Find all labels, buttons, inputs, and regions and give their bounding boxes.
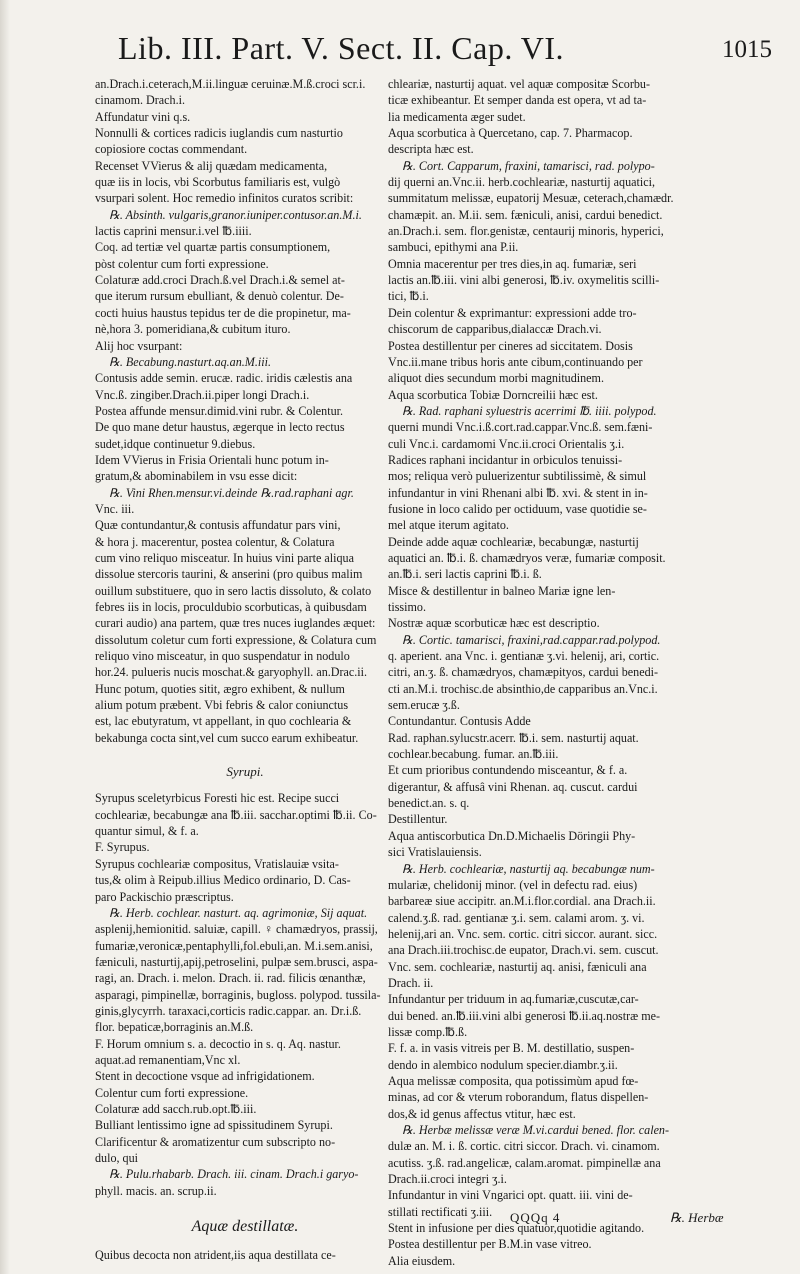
text-line: Hunc potum, quoties sitit, ægro exhibent, & nullum [95,681,345,696]
text-line: citri, an.ʒ. ß. chamædryos, chamæpityos, cardui benedi- [388,665,659,680]
text-line: Nonnulli & cortices radicis iuglandis cum nasturtio [95,126,343,141]
text-line: mulariæ, chelidonij minor. (vel in defectu rad. eius) [388,877,638,892]
text-line: Syrupus cochleariæ compositus, Vratislauiæ vsita- [95,856,339,871]
text-line: Coq. ad tertiæ vel quartæ partis consumptionem, [95,240,331,255]
text-line: dulæ an. M. i. ß. cortic. citri siccor. Drach. vi. cinamom. [388,1139,660,1154]
text-line: F. Syrupus. [95,840,150,855]
text-line: chamæpit. an. M.ii. sem. fæniculi, anisi, cardui benedict. [388,207,663,222]
text-line: Aqua scorbutica Tobiæ Dorncreilii hæc est. [388,387,598,402]
text-line: Clarificentur & aromatizentur cum subscripto no- [95,1134,336,1149]
text-line: phyll. macis. an. scrup.ii. [95,1183,217,1198]
text-line: que iterum rursum ebulliant, & denuò colentur. De- [95,289,344,304]
text-line: tus,& olim à Reipub.illius Medico ordinario, D. Cas- [95,873,351,888]
text-line: Deinde adde aquæ cochleariæ, becabungæ, nasturtij [388,534,639,549]
text-line: lissæ comp.℔.ß. [388,1024,468,1039]
text-line: Colentur cum forti expressione. [95,1085,249,1100]
text-line: Idem VVierus in Frisia Orientali hunc potum in- [95,452,329,467]
text-line: cochleariæ, becabungæ ana ℔.iii. sacchar.optimi ℔.ii. Co- [95,807,377,822]
text-line: Vnc. iii. [95,501,135,516]
text-line: querni mundi Vnc.i.ß.cort.rad.cappar.Vnc.ß. sem.fæni- [388,420,653,435]
text-line: dendo in alembico nodulum specier.diambr.ʒ.ii. [388,1057,618,1072]
text-line: & hora j. macerentur, postea colentur, & Colatura [95,534,335,549]
text-line: hor.24. pulueris nucis moschat.& garyophyll. an.Drac.ii. [95,665,368,680]
text-line: lactis caprini mensur.i.vel ℔.iiii. [95,224,252,239]
text-line: Quæ contundantur,& contusis affundatur pars vini, [95,518,341,533]
text-line: an.Drach.i. sem. flor.genistæ, centaurij minoris, hyperici, [388,224,664,239]
text-line: ℞. Absinth. vulgaris,granor.iuniper.contusor.an.M.i. [109,207,362,222]
text-line: Omnia macerentur per tres dies,in aq. fumariæ, seri [388,256,637,271]
text-line: bekabunga cocta sint,vel cum succo earum exhibeatur. [95,730,359,745]
text-line: Vnc. sem. cochleariæ, nasturtij aq. anisi, fæniculi ana [388,959,647,974]
text-line: barbareæ siue accipitr. an.M.i.flor.cordial. ana Drach.ii. [388,894,656,909]
text-line: F. Horum omnium s. a. decoctio in s. q. Aq. nastur. [95,1036,341,1051]
text-line: alium potum præbent. Vbi febris & calor coniunctus [95,698,349,713]
text-line: Postea destillentur per cineres ad siccitatem. Dosis [388,338,633,353]
text-line: chleariæ, nasturtij aquat. vel aquæ compositæ Scorbu- [388,77,650,91]
text-line: ℞. Pulu.rhabarb. Drach. iii. cinam. Drach.i garyo- [109,1167,359,1182]
right-text-column [388,76,688,1269]
signature-mark: QQQq 4 [510,1210,561,1225]
catchword: ℞. Herbæ [670,1210,724,1225]
text-line: ℞. Rad. raphani syluestris acerrimi ℔. iiii. polypod. [402,403,657,418]
text-line: Affundatur vini q.s. [95,109,191,124]
section-heading: Syrupi. [226,764,264,780]
text-line: Alia eiusdem. [388,1253,456,1268]
text-line: Bulliant lentissimo igne ad spissitudinem Syrupi. [95,1118,333,1133]
page-number: 1015 [722,36,772,63]
text-line: paro Packischio præscriptus. [95,889,234,904]
text-line: tissimo. [388,600,426,614]
text-line: ℞. Herb. cochleariæ, nasturtij aq. becabungæ num- [402,861,655,876]
text-line: cinamom. Drach.i. [95,93,186,108]
text-line: ℞. Vini Rhen.mensur.vi.deinde ℞.rad.raphani agr. [109,485,354,500]
text-line: Vnc.ii.mane tribus horis ante cibum,continuando per [388,354,643,369]
text-line: acutiss. ʒ.ß. rad.angelicæ, calam.aromat. pimpinellæ ana [388,1155,661,1170]
text-line: benedict.an. s. q. [388,796,470,811]
text-line: lactis an.℔.iii. vini albi generosi, ℔.iv. oxymelitis scilli- [388,273,660,288]
text-line: ana Drach.iii.trochisc.de eupator, Drach.vi. sem. cuscut. [388,943,659,958]
text-line: calend.ʒ.ß. rad. gentianæ ʒ.i. sem. calami arom. ʒ. vi. [388,910,645,925]
text-line: quantur simul, & f. a. [95,824,199,839]
text-line: Vnc.ß. zingiber.Drach.ii.piper longi Drach.i. [95,387,310,402]
text-line: infundantur in vini Rhenani albi ℔. xvi. & stent in in- [388,485,648,500]
text-line: culi Vnc.i. cardamomi Vnc.ii.croci Orientalis ʒ.i. [388,436,625,451]
text-line: cti an.M.i. trochisc.de absinthio,de capparibus an.Vnc.i. [388,681,658,696]
text-line: ℞. Cortic. tamarisci, fraxini,rad.cappar.rad.polypod. [402,632,661,647]
text-line: ginis,glycyrrh. taraxaci,corticis radic.cappar. an. Dr.i.ß. [95,1003,362,1018]
text-line: Drach. ii. [388,975,434,990]
page-gutter-shadow [0,0,10,1274]
text-line: Postea destillentur per B.M.in vase vitreo. [388,1237,592,1252]
text-line: tici, ℔.i. [388,289,429,304]
text-line: Alij hoc vsurpant: [95,338,183,353]
text-line: Aqua melissæ composita, qua potissimùm apud fœ- [388,1073,639,1088]
text-line: copiosiore coctas commendant. [95,142,248,157]
text-line: mos; reliqua verò puluerizentur subtilissimè, & simul [388,469,647,484]
text-line: Aqua scorbutica à Quercetano, cap. 7. Pharmacop. [388,126,633,141]
text-line: Destillentur. [388,812,448,827]
text-line: vsurpari solent. Hoc remedio infinitos curatos scribit: [95,191,354,206]
text-line: an.℔.i. seri lactis caprini ℔.i. ß. [388,567,542,582]
text-line: fusione in loco calido per octiduum, vase quotidie se- [388,501,647,516]
text-line: De quo mane detur haustus, ægerque in lecto rectus [95,420,345,435]
text-line: pòst colentur cum forti expressione. [95,256,269,271]
text-line: Drach.ii.croci integri ʒ.i. [388,1172,507,1187]
text-line: dissolutum coletur cum forti expressione, & Colatura cum [95,632,377,647]
text-line: Colaturæ add sacch.rub.opt.℔.iii. [95,1101,257,1116]
text-line: dui bened. an.℔.iii.vini albi generosi ℔.ii.aq.nostræ me- [388,1008,661,1023]
text-line: Stent in infusione per dies quatuor,quotidie agitando. [388,1221,645,1236]
text-line: Colaturæ add.croci Drach.ß.vel Drach.i.& semel at- [95,273,345,288]
text-line: fæniculi, nasturtij,apij,petroselini, pulpæ sem.brusci, aspa- [95,954,378,969]
running-title: Lib. III. Part. V. Sect. II. Cap. VI. [118,30,564,66]
text-line: ticæ exhibeantur. Et semper danda est opera, vt ad ta- [388,93,647,108]
text-line: Contundantur. Contusis Adde [388,714,531,729]
text-line: flor. bepaticæ,borraginis an.M.ß. [95,1020,254,1035]
text-line: est, lac ebutyratum, vt appellant, in quo cochlearia & [95,714,352,729]
text-line: Stent in decoctione vsque ad infrigidationem. [95,1069,315,1084]
text-line: ℞. Becabung.nasturt.aq.an.M.iii. [109,354,272,369]
text-line: ragi, an. Drach. i. melon. Drach. ii. rad. filicis œnanthæ, [95,971,366,986]
text-line: sem.erucæ ʒ.ß. [388,698,460,713]
text-line: Quibus decocta non atrident,iis aqua destillata ce- [95,1248,336,1263]
text-line: mel atque iterum agitato. [388,518,509,533]
text-line: Nostræ aquæ scorbuticæ hæc est descriptio. [388,616,600,631]
text-line: ℞. Cort. Capparum, fraxini, tamarisci, rad. polypo- [402,158,655,173]
text-line: Aqua antiscorbutica Dn.D.Michaelis Döringii Phy- [388,828,636,843]
left-text-column [95,76,395,1264]
text-line: Et cum prioribus contundendo misceantur, & f. a. [388,763,628,778]
text-line: q. aperient. ana Vnc. i. gentianæ ʒ.vi. helenij, ari, cortic. [388,649,660,664]
text-line: Recenset VVierus & alij quædam medicamenta, [95,158,328,173]
text-line: Infundantur per triduum in aq.fumariæ,cuscutæ,car- [388,992,639,1007]
text-line: Rad. raphan.sylucstr.acerr. ℔.i. sem. nasturtij aquat. [388,730,639,745]
text-line: asplenij,hemionitid. saluiæ, capill. ♀ chamædryos, prassij, [95,922,378,937]
text-line: ouillum substituere, quo in sero lactis dissoluto, & colato [95,583,372,598]
text-line: helenij,ari an. Vnc. sem. cortic. citri siccor. aurant. sicc. [388,926,658,941]
text-line: fumariæ,veronicæ,pentaphylli,fol.ebuli,an. M.i.sem.anisi, [95,938,373,953]
text-line: dij querni an.Vnc.ii. herb.cochleariæ, nasturtij aquatici, [388,175,655,190]
text-line: lia medicamenta æger sudet. [388,109,526,124]
text-line: reliquo vino misceatur, in quo suspendatur in nodulo [95,649,350,664]
text-line: ℞. Herb. cochlear. nasturt. aq. agrimoniæ, Sij aquat. [109,905,368,920]
text-line: Misce & destillentur in balneo Mariæ igne len- [388,583,616,598]
text-line: Syrupus sceletyrbicus Foresti hic est. Recipe succi [95,791,340,806]
text-line: minas, ad cor & vterum roborandum, flatus dispellen- [388,1090,649,1105]
text-line: sambuci, epithymi ana P.ii. [388,240,519,255]
text-line: aquat.ad remanentiam,Vnc xl. [95,1052,241,1067]
text-line: chiscorum de capparibus,dialaccæ Drach.vi. [388,322,602,337]
text-line: Infundantur in vini Vngarici opt. quatt. iii. vini de- [388,1188,633,1203]
text-line: asparagi, pimpinellæ, borraginis, bugloss. polypod. tussila- [95,987,381,1002]
text-line: cocti huius haustus tepidus ter de die propinetur, ma- [95,305,351,320]
text-line: stillati rectificati ʒ.iii. [388,1204,493,1219]
text-line: sici Vratislauiensis. [388,845,482,860]
text-line: an.Drach.i.ceterach,M.ii.linguæ ceruinæ.M.ß.croci scr.i. [95,77,366,91]
section-heading: Aquæ destillatæ. [191,1219,299,1236]
text-line: Contusis adde semin. erucæ. radic. iridis cælestis ana [95,371,353,386]
text-line: digerantur, & affusâ vini Rhenan. aq. cuscut. cardui [388,779,638,794]
page-header [80,30,780,80]
text-line: cochlear.becabung. fumar. an.℔.iii. [388,747,559,762]
text-line: summitatum melissæ, eupatorij Mesuæ, ceterach,chamædr. [388,191,674,206]
text-line: aquatici an. ℔.i. ß. chamædryos veræ, fumariæ composit. [388,550,666,565]
text-line: febres iis in locis, proculdubio scorbuticas, à quibusdam [95,600,367,614]
text-line: dos,& id genus affectus vtitur, hæc est. [388,1106,576,1121]
text-line: nè,hora 3. pomeridiana,& cubitum ituro. [95,322,291,337]
text-line: ℞. Herbæ melissæ veræ M.vi.cardui bened. flor. calen- [402,1123,670,1137]
text-line: quæ iis in locis, vbi Scorbutus familiaris est, vulgò [95,175,341,190]
text-line: cum vino reliquo misceatur. In huius vini parte aliqua [95,550,354,565]
text-line: Dein colentur & exprimantur: expressioni adde tro- [388,305,637,320]
text-line: dissolue stercoris taurini, & anserini (pro quibus malim [95,567,363,582]
text-line: F. f. a. in vasis vitreis per B. M. destillatio, suspen- [388,1041,635,1056]
text-line: Postea affunde mensur.dimid.vini rubr. & Colentur. [95,403,344,418]
text-line: Radices raphani incidantur in orbiculos tenuissi- [388,452,623,467]
text-line: descripta hæc est. [388,142,474,157]
text-line: sudet,idque continuetur 9.diebus. [95,436,256,451]
text-line: dulo, qui [95,1151,139,1165]
text-line: curari audio) ana partem, quæ tres nuces iuglandes æquet: [95,616,376,631]
text-line: aliquot dies secundum morbi magnitudinem. [388,371,604,386]
text-line: gratum,& abominabilem in vsu esse dicit: [95,469,298,484]
